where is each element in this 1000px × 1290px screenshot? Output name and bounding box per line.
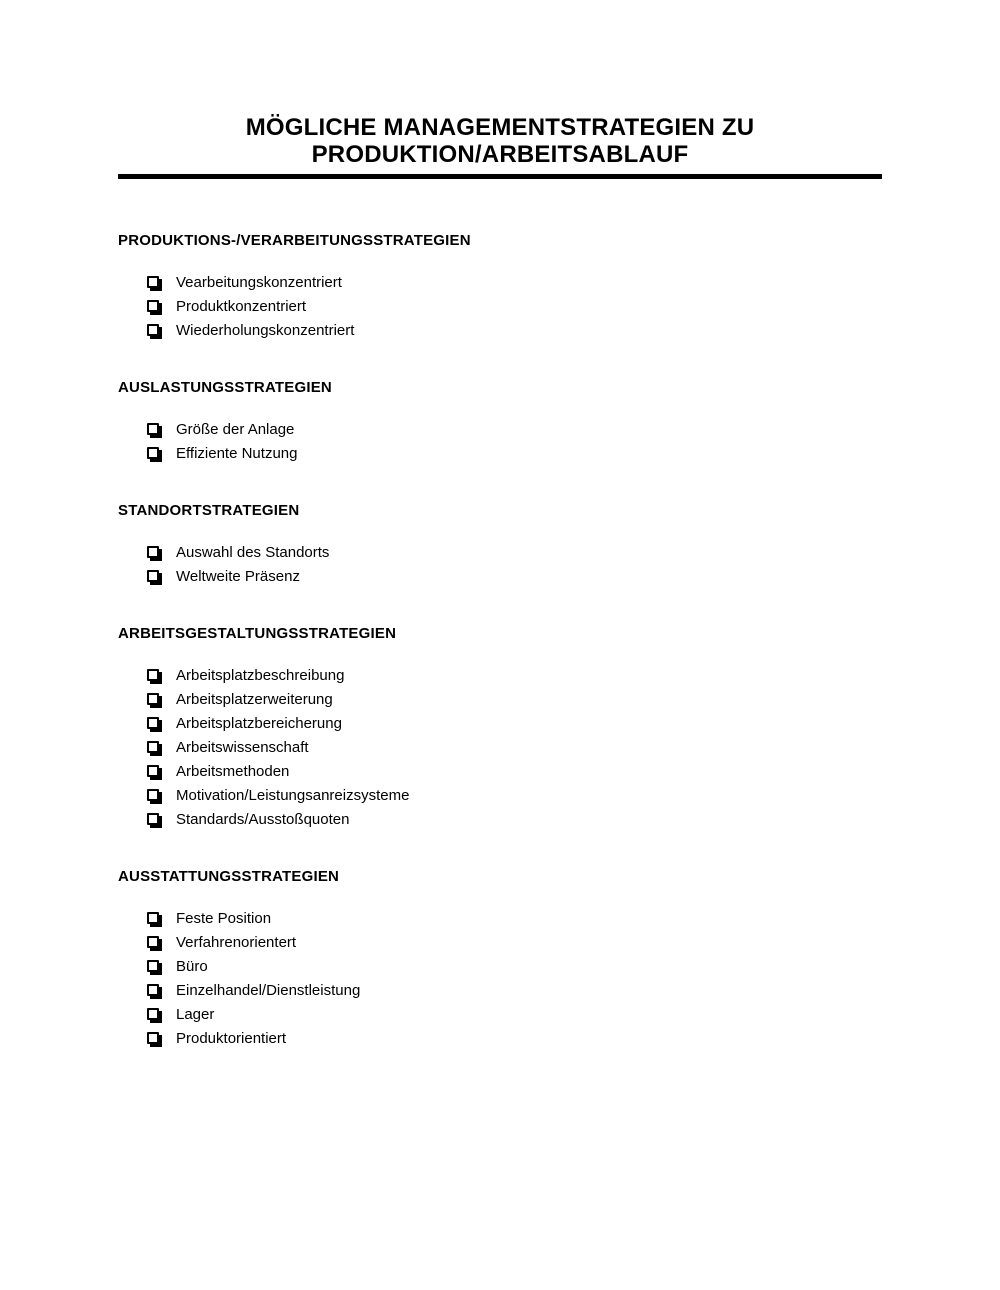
shadowed-square-checkbox-icon [147,960,162,975]
checklist-item [118,712,882,736]
checklist-item [118,736,882,760]
checkbox-box [147,813,159,825]
checklist-item [118,784,882,808]
checklist-item [118,295,882,319]
checklist-item [118,442,882,466]
checklist-item [118,688,882,712]
checklist-item [118,1003,882,1027]
checklist-content [118,232,882,1051]
checkbox-box [147,669,159,681]
checklist-item [118,1027,882,1051]
shadowed-square-checkbox-icon [147,423,162,438]
shadowed-square-checkbox-icon [147,693,162,708]
checklist-item-label: Verfahrenorientert [176,934,297,951]
section-heading: PRODUKTIONS-/VERARBEITUNGSSTRATEGIEN [118,232,471,249]
checklist-item-label: Wiederholungskonzentriert [176,322,355,339]
checklist-item-label: Einzelhandel/Dienstleistung [176,982,361,999]
checklist-item [118,931,882,955]
checklist-item-label: Arbeitswissenschaft [176,739,309,756]
checklist-item [118,808,882,832]
checklist-item [118,319,882,343]
checklist-item [118,271,882,295]
shadowed-square-checkbox-icon [147,669,162,684]
shadowed-square-checkbox-icon [147,570,162,585]
checklist-section [118,625,882,832]
checklist-item-label: Arbeitsplatzbereicherung [176,715,342,732]
checkbox-box [147,276,159,288]
checklist-item-label: Arbeitsplatzerweiterung [176,691,333,708]
checklist-item-label: Lager [176,1006,215,1023]
checkbox-box [147,570,159,582]
section-items [118,541,882,589]
checkbox-box [147,546,159,558]
checkbox-box [147,1008,159,1020]
title-underline-rule [118,174,882,179]
checklist-section [118,232,882,343]
checklist-item-label: Vearbeitungskonzentriert [176,274,342,291]
shadowed-square-checkbox-icon [147,1032,162,1047]
checklist-section [118,502,882,589]
checklist-item-label: Arbeitsmethoden [176,763,290,780]
shadowed-square-checkbox-icon [147,1008,162,1023]
checkbox-box [147,423,159,435]
checkbox-box [147,765,159,777]
section-heading: STANDORTSTRATEGIEN [118,502,300,519]
checklist-item [118,955,882,979]
shadowed-square-checkbox-icon [147,324,162,339]
section-items [118,271,882,343]
section-items [118,664,882,832]
checklist-item-label: Feste Position [176,910,272,927]
document-title-line-2: PRODUKTION/ARBEITSABLAUF [311,141,689,168]
checkbox-box [147,984,159,996]
section-items [118,907,882,1051]
shadowed-square-checkbox-icon [147,936,162,951]
checklist-item-label: Effiziente Nutzung [176,445,298,462]
checklist-section [118,379,882,466]
shadowed-square-checkbox-icon [147,717,162,732]
checklist-item-label: Auswahl des Standorts [176,544,330,561]
checkbox-box [147,936,159,948]
shadowed-square-checkbox-icon [147,300,162,315]
checkbox-box [147,324,159,336]
checkbox-box [147,717,159,729]
document-title [0,0,1000,168]
checkbox-box [147,300,159,312]
checklist-item-label: Produktorientiert [176,1030,287,1047]
checkbox-box [147,741,159,753]
checklist-item [118,907,882,931]
checklist-item [118,760,882,784]
shadowed-square-checkbox-icon [147,912,162,927]
checkbox-box [147,447,159,459]
checklist-item-label: Standards/Ausstoßquoten [176,811,350,828]
checklist-item-label: Büro [176,958,208,975]
checkbox-box [147,693,159,705]
checklist-item-label: Arbeitsplatzbeschreibung [176,667,345,684]
section-heading: ARBEITSGESTALTUNGSSTRATEGIEN [118,625,397,642]
checkbox-box [147,1032,159,1044]
section-items [118,418,882,466]
shadowed-square-checkbox-icon [147,813,162,828]
checklist-item [118,565,882,589]
checklist-item-label: Weltweite Präsenz [176,568,300,585]
checkbox-box [147,912,159,924]
checklist-item [118,979,882,1003]
checklist-item-label: Motivation/Leistungsanreizsysteme [176,787,410,804]
checkbox-box [147,960,159,972]
section-heading: AUSLASTUNGSSTRATEGIEN [118,379,332,396]
shadowed-square-checkbox-icon [147,789,162,804]
checklist-item [118,541,882,565]
checkbox-box [147,789,159,801]
section-heading: AUSSTATTUNGSSTRATEGIEN [118,868,340,885]
shadowed-square-checkbox-icon [147,765,162,780]
checklist-section [118,868,882,1051]
shadowed-square-checkbox-icon [147,447,162,462]
shadowed-square-checkbox-icon [147,984,162,999]
shadowed-square-checkbox-icon [147,546,162,561]
checklist-item-label: Größe der Anlage [176,421,295,438]
checklist-item-label: Produktkonzentriert [176,298,307,315]
checklist-item [118,418,882,442]
document-title-line-1: MÖGLICHE MANAGEMENTSTRATEGIEN ZU [245,114,755,141]
shadowed-square-checkbox-icon [147,276,162,291]
checklist-item [118,664,882,688]
shadowed-square-checkbox-icon [147,741,162,756]
